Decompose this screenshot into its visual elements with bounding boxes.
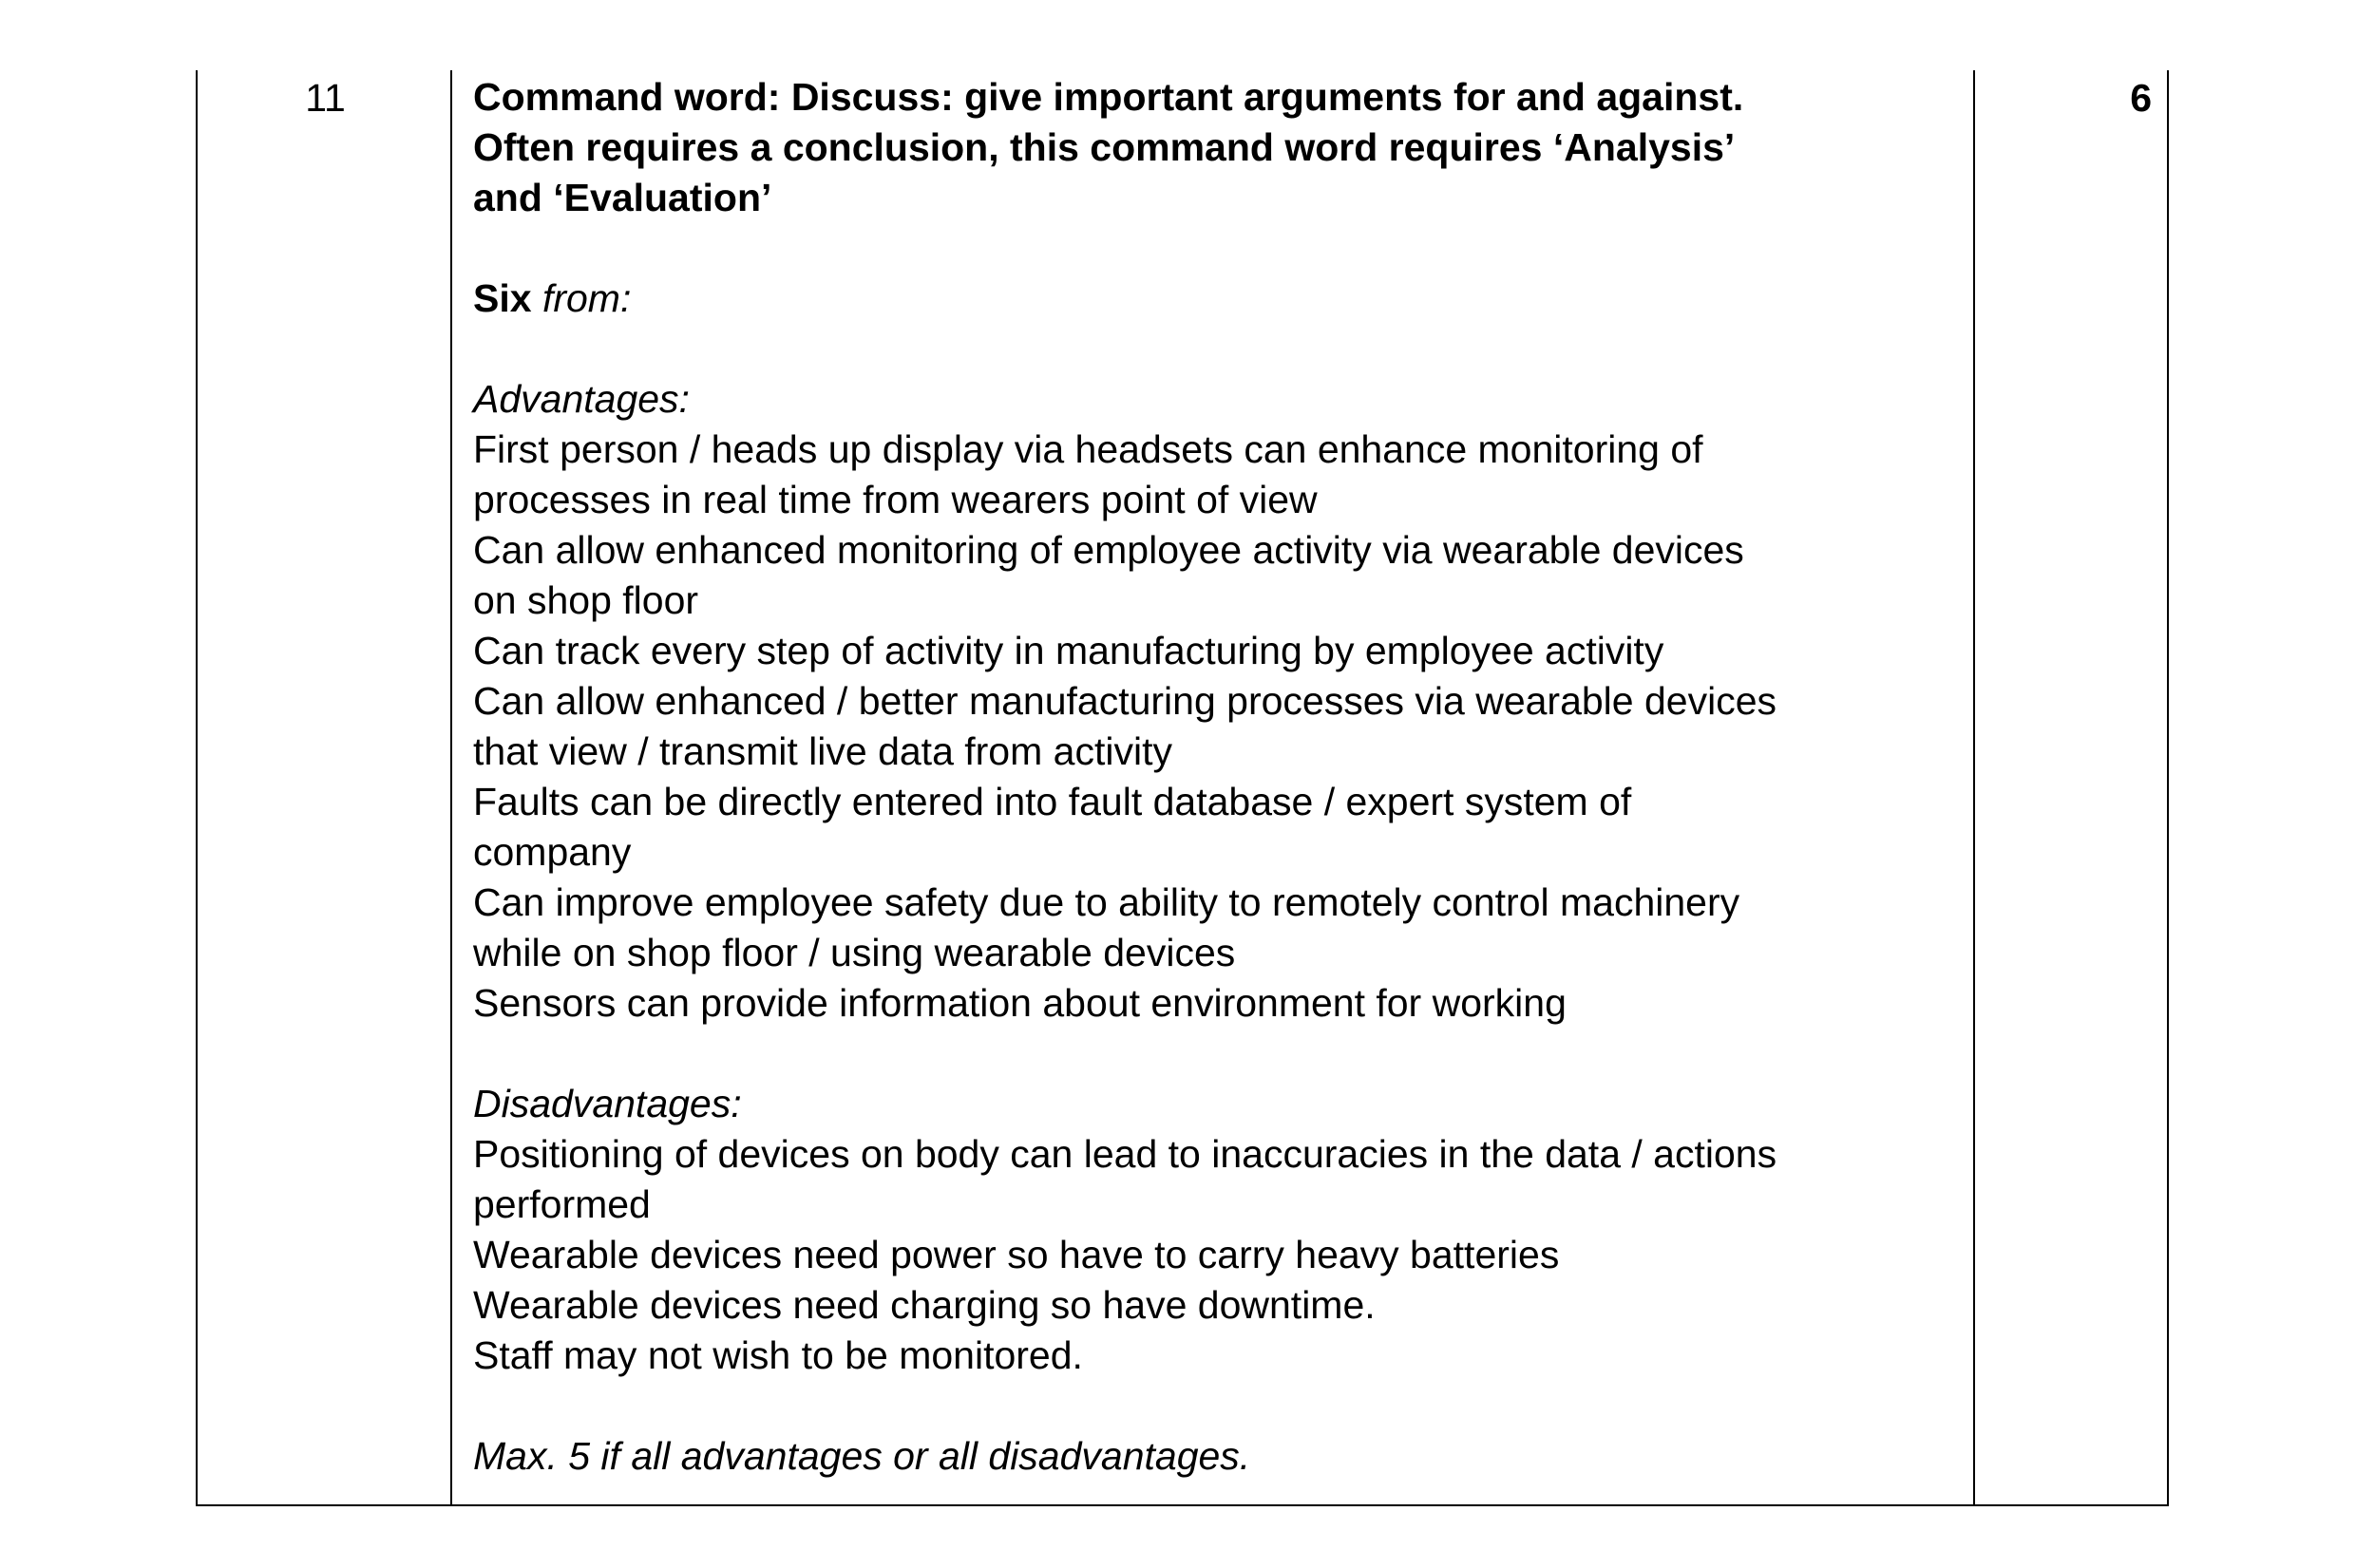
table-border-bottom <box>196 1504 2169 1506</box>
disadvantage-line: Wearable devices need charging so have downtime. <box>473 1283 1376 1327</box>
table-border-left <box>196 70 198 1506</box>
six-label: Six <box>473 276 532 320</box>
disadvantage-line: Staff may not wish to be monitored. <box>473 1333 1083 1377</box>
advantage-line: that view / transmit live data from activity <box>473 729 1172 773</box>
from-label: from: <box>542 276 632 320</box>
advantage-line: Faults can be directly entered into fault database / expert system of <box>473 780 1632 823</box>
table-divider-2 <box>1973 70 1975 1506</box>
six-from-line <box>473 274 1969 324</box>
advantage-line: company <box>473 830 632 874</box>
command-word-line: and ‘Evaluation’ <box>473 176 772 219</box>
command-word-line: Often requires a conclusion, this command word requires ‘Analysis’ <box>473 125 1736 169</box>
answer-cell <box>473 72 1969 1482</box>
marks-value: 6 <box>2130 76 2152 120</box>
advantage-line: on shop floor <box>473 578 699 622</box>
advantage-line: while on shop floor / using wearable devices <box>473 931 1236 974</box>
question-number: 11 <box>305 76 346 120</box>
advantage-line: First person / heads up display via headsets can enhance monitoring of <box>473 427 1703 471</box>
advantage-line: Can improve employee safety due to ability to remotely control machinery <box>473 880 1740 924</box>
advantage-line: Sensors can provide information about environment for working <box>473 981 1567 1025</box>
disadvantage-line: Wearable devices need power so have to carry heavy batteries <box>473 1233 1560 1276</box>
advantage-line: Can allow enhanced / better manufacturing processes via wearable devices <box>473 679 1776 723</box>
advantages-heading: Advantages: <box>473 377 690 421</box>
command-word-line: Command word: Discuss: give important arguments for and against. <box>473 75 1744 119</box>
table-border-right <box>2167 70 2169 1506</box>
advantage-line: Can allow enhanced monitoring of employee activity via wearable devices <box>473 528 1744 572</box>
advantage-line: Can track every step of activity in manufacturing by employee activity <box>473 629 1664 672</box>
disadvantages-heading: Disadvantages: <box>473 1082 742 1125</box>
max-note: Max. 5 if all advantages or all disadvantages. <box>473 1434 1251 1478</box>
table-divider-1 <box>450 70 452 1506</box>
disadvantage-line: Positioning of devices on body can lead to inaccuracies in the data / actions <box>473 1132 1777 1176</box>
disadvantage-line: performed <box>473 1182 651 1226</box>
advantage-line: processes in real time from wearers point of view <box>473 478 1318 521</box>
